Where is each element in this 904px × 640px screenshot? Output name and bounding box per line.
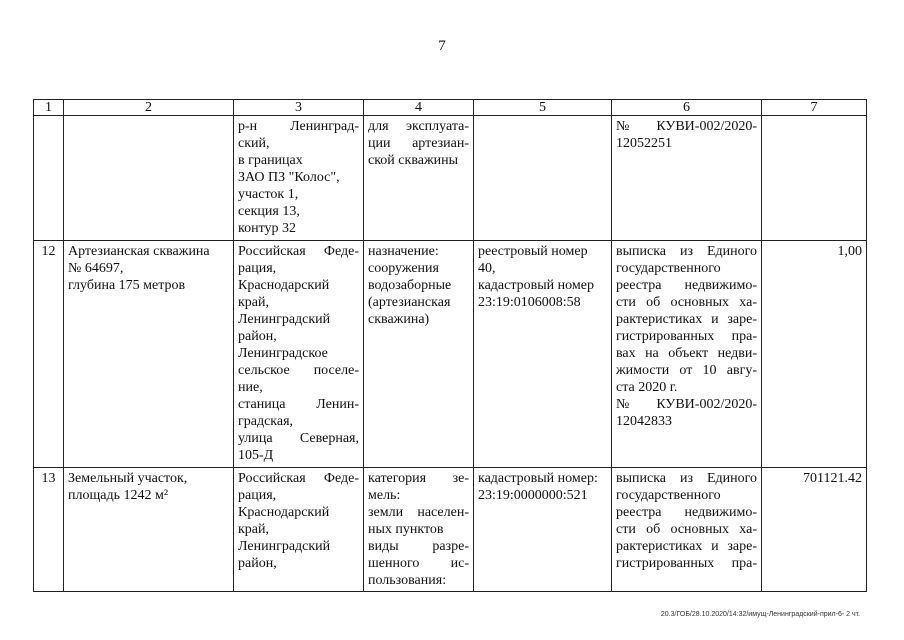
document-line: № КУВИ-002/2020- [616,397,757,412]
object-name-cell [64,116,234,241]
cadastral-cell [474,241,612,468]
header-cell-2: 2 [64,100,234,116]
address-line: Ленинградское [238,346,328,361]
header-cell-6: 6 [612,100,762,116]
purpose-line: ции артезиан- [368,136,469,151]
address-cell [234,116,364,241]
document-cell [612,468,762,592]
document-line: реестра недвижимо- [616,505,757,520]
purpose-cell [364,116,474,241]
purpose-cell [364,468,474,592]
document-line: выписка из Единого [616,471,757,486]
address-line: Ленинградский [238,312,331,327]
document-line: 12042833 [616,414,672,429]
address-line: градская, [238,414,294,429]
address-line: рация, [238,261,277,276]
address-line: улица Северная, [238,431,359,446]
address-line: участок 1, [238,187,299,202]
object-name-cell [64,241,234,468]
address-line: ский, [238,136,270,151]
purpose-line: мель: [368,488,401,503]
address-cell [234,241,364,468]
cadastral-cell [474,468,612,592]
row-number-cell: 12 [34,241,64,468]
document-line: 12052251 [616,136,672,151]
object-name-cell [64,468,234,592]
address-line: контур 32 [238,221,297,236]
header-cell-3: 3 [234,100,364,116]
header-cell-1: 1 [34,100,64,116]
address-line: край, [238,295,270,310]
purpose-line: пользования: [368,573,447,588]
purpose-line: виды разре- [368,539,469,554]
document-line: выписка из Единого [616,244,757,259]
purpose-line: категория зе- [368,471,469,486]
document-line: ста 2020 г. [616,380,678,395]
address-line: станица Ленин- [238,397,359,412]
table-row [34,116,867,241]
value-cell [762,116,867,241]
document-line: гистрированных пра- [616,329,757,344]
address-line: ние, [238,380,263,395]
object-name-line: глубина 175 метров [68,278,186,293]
document-line: № КУВИ-002/2020- [616,119,757,134]
value-cell: 1,00 [762,241,867,468]
purpose-line: скважина) [368,312,430,327]
address-line: Российская Феде- [238,471,359,486]
address-line: секция 13, [238,204,300,219]
address-line: Краснодарский [238,278,330,293]
document-line: государственного [616,488,721,503]
address-line: 105-Д [238,448,274,463]
address-cell [234,468,364,592]
header-cell-4: 4 [364,100,474,116]
header-cell-5: 5 [474,100,612,116]
document-line: рактеристиках и заре- [616,539,757,554]
cadastral-cell [474,116,612,241]
object-name-line: Артезианская скважина [68,244,210,259]
address-line: сельское поселе- [238,363,359,378]
address-line: край, [238,522,270,537]
page-number: 7 [438,38,446,54]
cadastral-line: 23:19:0106008:58 [478,295,581,310]
table-row [34,241,867,468]
address-line: рация, [238,488,277,503]
document-line: реестра недвижимо- [616,278,757,293]
document-line: гистрированных пра- [616,556,757,571]
purpose-line: сооружения [368,261,439,276]
purpose-line: для эксплуата- [368,119,469,134]
document-cell [612,241,762,468]
purpose-line: земли населен- [368,505,469,520]
purpose-line: (артезианская [368,295,451,310]
cadastral-line: кадастровый номер [478,278,594,293]
purpose-line: назначение: [368,244,439,259]
purpose-line: шенного ис- [368,556,469,571]
footer-document-code: 20.3/ГОБ/28.10.2020/14:32/имущ-Ленинградский-прил-6- 2 чт. [660,611,860,618]
address-line: Краснодарский [238,505,330,520]
address-line: ЗАО ПЗ "Колос", [238,170,340,185]
address-line: Российская Феде- [238,244,359,259]
table-row [34,468,867,592]
document-line: вах на объект недви- [616,346,757,361]
document-line: государственного [616,261,721,276]
cadastral-line: 23:19:0000000:521 [478,488,588,503]
document-line: сти об основных ха- [616,522,757,537]
row-number-cell [34,116,64,241]
property-table [33,99,867,592]
object-name-line: № 64697, [68,261,124,276]
purpose-line: ской скважины [368,153,459,168]
purpose-line: водозаборные [368,278,452,293]
header-cell-7: 7 [762,100,867,116]
row-number-cell: 13 [34,468,64,592]
address-line: р-н Ленинград- [238,119,359,134]
cadastral-line: 40, [478,261,496,276]
address-line: в границах [238,153,303,168]
purpose-line: ных пунктов [368,522,444,537]
document-line: рактеристиках и заре- [616,312,757,327]
object-name-line: площадь 1242 м² [68,488,169,503]
address-line: Ленинградский [238,539,331,554]
value-cell: 701121.42 [762,468,867,592]
address-line: район, [238,556,277,571]
document-line: жимости от 10 авгу- [616,363,757,378]
purpose-cell [364,241,474,468]
document-line: сти об основных ха- [616,295,757,310]
cadastral-line: реестровый номер [478,244,588,259]
object-name-line: Земельный участок, [68,471,188,486]
table-header-row [34,100,867,116]
address-line: район, [238,329,277,344]
cadastral-line: кадастровый номер: [478,471,598,486]
document-cell [612,116,762,241]
